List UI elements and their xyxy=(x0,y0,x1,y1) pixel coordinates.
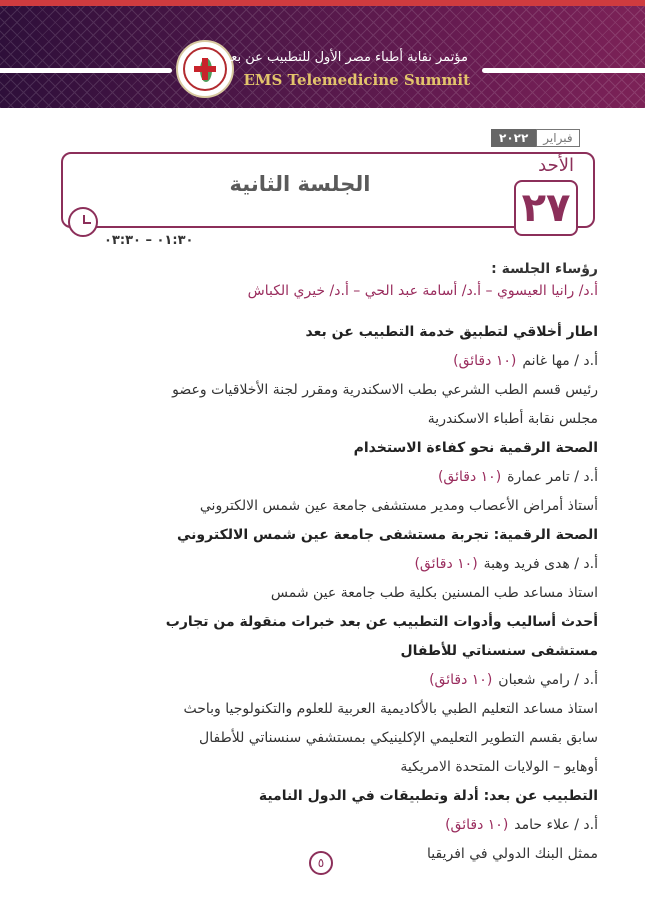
clock-minute-hand xyxy=(83,222,91,224)
talk-item xyxy=(98,318,598,434)
date-tag xyxy=(491,129,580,147)
talk-speaker: أ.د / علاء حامد xyxy=(514,817,598,833)
talk-duration: (١٠ دقائق) xyxy=(429,672,493,688)
talk-item xyxy=(98,782,598,869)
talk-speaker: أ.د / مها غانم xyxy=(522,353,598,369)
talk-description: مجلس نقابة أطباء الاسكندرية xyxy=(427,411,598,427)
header-title-english: EMS Telemedicine Summit xyxy=(243,71,470,89)
talk-speaker-line xyxy=(98,463,598,492)
logo-emblem xyxy=(183,47,227,91)
talk-speaker: أ.د / رامي شعبان xyxy=(498,672,598,688)
talk-speaker-line xyxy=(98,550,598,579)
header-title-arabic: مؤتمر نقابة أطباء مصر الأول للتطبيب عن بعد xyxy=(224,50,468,65)
chairs-label: رؤساء الجلسة : xyxy=(491,261,598,277)
talk-title-continued: مستشفى سنسناتي للأطفال xyxy=(400,643,598,659)
date-year: ٢٠٢٢ xyxy=(491,129,536,147)
day-number-box xyxy=(514,180,578,236)
logo-cross xyxy=(194,58,216,80)
talk-speaker: أ.د / هدى فريد وهبة xyxy=(483,556,598,572)
talk-title: الصحة الرقمية: تجربة مستشفى جامعة عين شمس الالكتروني xyxy=(177,527,598,543)
talk-item xyxy=(98,521,598,608)
talk-description: رئيس قسم الطب الشرعي بطب الاسكندرية ومقرر لجنة الأخلاقيات وعضو xyxy=(172,382,598,398)
talk-speaker-line xyxy=(98,666,598,695)
session-content xyxy=(98,258,598,869)
talk-item xyxy=(98,608,598,782)
talk-duration: (١٠ دقائق) xyxy=(437,469,502,485)
talk-duration: (١٠ دقائق) xyxy=(445,817,509,833)
talk-speaker: أ.د / تامر عمارة xyxy=(507,469,598,485)
talk-item xyxy=(98,434,598,521)
talk-title: اطار أخلاقي لتطبيق خدمة التطبيب عن بعد xyxy=(305,324,598,340)
talk-speaker-line xyxy=(98,811,598,840)
talk-duration: (١٠ دقائق) xyxy=(414,556,478,572)
day-number: ٢٧ xyxy=(521,185,571,231)
chairs-names: أ.د/ رانيا العيسوي – أ.د/ أسامة عبد الحي – أ.د/ خيري الكباش xyxy=(247,283,598,299)
header-line-left xyxy=(0,68,172,73)
header-line-right xyxy=(482,68,645,73)
talk-description: سابق بقسم التطوير التعليمي الإكلينيكي بمستشفي سنسناتي للأطفال xyxy=(199,730,598,746)
session-title: الجلسة الثانية xyxy=(229,172,371,196)
talk-description: ممثل البنك الدولي في افريقيا xyxy=(427,846,598,862)
talk-description: أستاذ أمراض الأعصاب ومدير مستشفى جامعة عين شمس الالكتروني xyxy=(199,498,598,514)
page-number: ٥ xyxy=(309,851,333,875)
talk-description: أوهايو – الولايات المتحدة الامريكية xyxy=(400,759,598,775)
talk-title: الصحة الرقمية نحو كفاءة الاستخدام xyxy=(353,440,598,456)
talk-duration: (١٠ دقائق) xyxy=(453,353,517,369)
talk-title: أحدث أساليب وأدوات التطبيب عن بعد خبرات منقولة من تجارب xyxy=(165,614,598,630)
day-name: الأحد xyxy=(538,155,574,176)
talk-description: استاذ مساعد طب المسنين بكلية طب جامعة عين شمس xyxy=(270,585,598,601)
talk-speaker-line xyxy=(98,347,598,376)
session-time: ٠١:٣٠ – ٠٣:٣٠ xyxy=(104,233,194,248)
clock-icon xyxy=(68,207,98,237)
syndicate-logo-icon xyxy=(176,40,234,98)
talk-title: التطبيب عن بعد: أدلة وتطبيقات في الدول النامية xyxy=(258,788,598,804)
talk-description: استاذ مساعد التعليم الطبي بالأكاديمية العربية للعلوم والتكنولوجيا وباحث xyxy=(183,701,598,717)
date-month: فبراير xyxy=(536,129,579,147)
